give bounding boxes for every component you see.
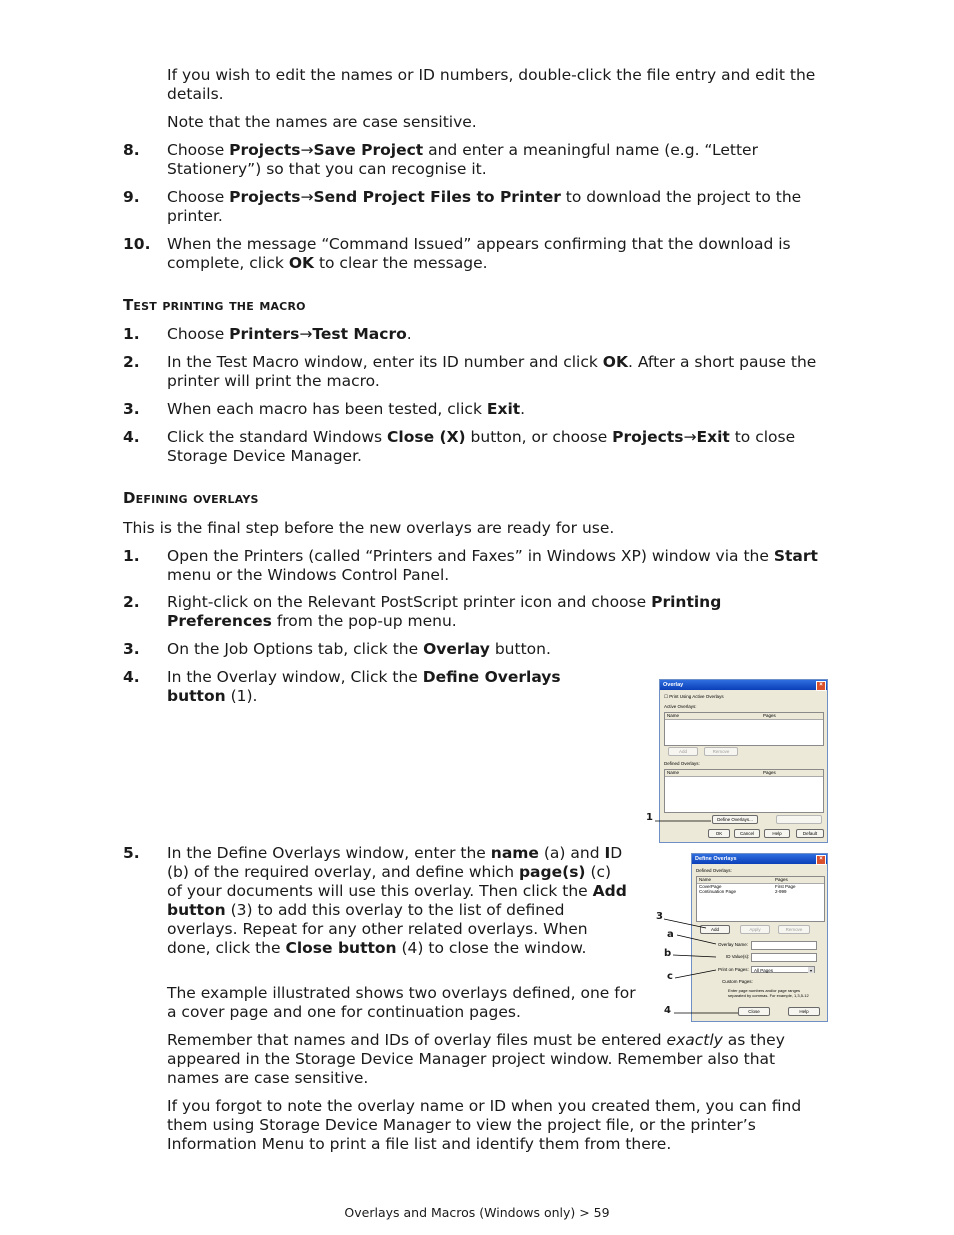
step-text: When the message “Command Issued” appears confirming that the download is complete, click OK to clear the message. bbox=[167, 235, 791, 272]
print-active-checkbox[interactable]: ☐ Print Using Active Overlays bbox=[664, 694, 724, 699]
print-on-pages-select[interactable]: All Pages ▾ bbox=[751, 966, 815, 973]
section-heading: Defining overlays bbox=[123, 489, 259, 507]
remove-button[interactable]: Remove bbox=[704, 747, 738, 756]
list-item: First Page bbox=[775, 884, 796, 889]
step-number: 1. bbox=[123, 547, 140, 565]
apply-button[interactable]: Apply bbox=[740, 925, 770, 934]
id-value-label: ID Value(s): bbox=[726, 954, 750, 959]
step-text: In the Define Overlays window, enter the name (a) and ID (b) of the required overlay, and define which page(s) (c) of your documents will use this overlay. Then click the Add button (3) to add this overlay to the list of defined overlays. Repeat for any other related overlays. When done, click the Close button (4) to close the window. bbox=[167, 844, 627, 957]
print-on-pages-label: Print on Pages: bbox=[718, 967, 749, 972]
step-number: 4. bbox=[123, 668, 140, 686]
help-button[interactable]: Help bbox=[764, 829, 790, 838]
list-item[interactable]: Continuation Page bbox=[699, 889, 737, 894]
step-text: Right-click on the Relevant PostScript printer icon and choose Printing Preferences from the pop-up menu. bbox=[167, 593, 722, 630]
remember-note: Remember that names and IDs of overlay files must be entered exactly as they appeared in the Storage Device Manager project window. Remember also that names are case sensitive. bbox=[167, 1031, 785, 1087]
dialog-titlebar: Define Overlays × bbox=[692, 854, 827, 864]
step-text: In the Test Macro window, enter its ID number and click OK. After a short pause the printer will print the macro. bbox=[167, 353, 817, 390]
define-overlays-button[interactable]: Define Overlays... bbox=[712, 815, 758, 824]
step-number: 1. bbox=[123, 325, 140, 343]
list-item: 2-999 bbox=[775, 889, 787, 894]
callout-3: 3 bbox=[656, 911, 663, 922]
step-text: Choose Printers→Test Macro. bbox=[167, 325, 412, 343]
col-name-header: Name bbox=[697, 877, 773, 884]
callout-a: a bbox=[667, 929, 674, 940]
callout-line-a bbox=[677, 935, 716, 944]
defined-overlays-label: Defined Overlays: bbox=[664, 761, 700, 766]
dialog-titlebar: Overlay × bbox=[660, 680, 827, 690]
default-button[interactable]: Default bbox=[796, 829, 824, 838]
close-button[interactable]: Close bbox=[738, 1007, 770, 1016]
callout-4: 4 bbox=[664, 1005, 671, 1016]
callout-1: 1 bbox=[646, 812, 653, 823]
case-note: Note that the names are case sensitive. bbox=[167, 113, 477, 131]
step-number: 3. bbox=[123, 400, 140, 418]
add-button[interactable]: Add bbox=[700, 925, 730, 934]
close-icon[interactable]: × bbox=[816, 681, 826, 691]
step-text: Open the Printers (called “Printers and Faxes” in Windows XP) window via the Start menu or the Windows Control Panel. bbox=[167, 547, 818, 584]
callout-c: c bbox=[667, 971, 673, 982]
example-note: The example illustrated shows two overlays defined, one for a cover page and one for continuation pages. bbox=[167, 984, 636, 1021]
add-button[interactable]: Add bbox=[668, 747, 698, 756]
page-footer: Overlays and Macros (Windows only) > 59 bbox=[344, 1205, 610, 1220]
step-number: 3. bbox=[123, 640, 140, 658]
help-button[interactable]: Help bbox=[788, 1007, 820, 1016]
defined-overlays-label: Defined Overlays: bbox=[696, 868, 732, 873]
list-item[interactable]: CoverPage bbox=[699, 884, 722, 889]
ok-button[interactable]: OK bbox=[708, 829, 730, 838]
col-pages-header: Pages bbox=[761, 770, 823, 777]
chevron-down-icon[interactable]: ▾ bbox=[809, 968, 812, 973]
step-text: When each macro has been tested, click Exit. bbox=[167, 400, 526, 418]
step-number: 2. bbox=[123, 593, 140, 611]
col-pages-header: Pages bbox=[773, 877, 824, 884]
overlay-name-label: Overlay Name: bbox=[718, 942, 749, 947]
section-heading: Test printing the macro bbox=[123, 296, 306, 314]
step-text: Click the standard Windows Close (X) button, or choose Projects→Exit to close Storage Device Manager. bbox=[167, 428, 796, 465]
col-name-header: Name bbox=[665, 770, 761, 777]
step-number: 4. bbox=[123, 428, 140, 446]
step-text: Choose Projects→Save Project and enter a meaningful name (e.g. “Letter Stationery”) so that you can recognise it. bbox=[167, 141, 758, 178]
col-name-header: Name bbox=[665, 713, 761, 720]
step-text: In the Overlay window, Click the Define Overlays button (1). bbox=[167, 668, 561, 705]
callout-line-b bbox=[673, 955, 716, 957]
step-text: Choose Projects→Send Project Files to Printer to download the project to the printer. bbox=[167, 188, 802, 225]
step-number: 8. bbox=[123, 141, 140, 159]
step-number: 2. bbox=[123, 353, 140, 371]
active-overlays-label: Active Overlays: bbox=[664, 704, 697, 709]
callout-line-3 bbox=[664, 919, 706, 928]
step-number: 5. bbox=[123, 844, 140, 862]
forgot-note: If you forgot to note the overlay name or ID when you created them, you can find them using Storage Device Manager to view the project file, or the printer’s Information Menu to print a file list and identify them from there. bbox=[167, 1097, 802, 1153]
intro-paragraph: If you wish to edit the names or ID numbers, double-click the file entry and edit the details. bbox=[167, 66, 816, 103]
section-intro: This is the final step before the new overlays are ready for use. bbox=[123, 519, 615, 537]
cancel-button[interactable]: Cancel bbox=[734, 829, 760, 838]
remove-button[interactable]: Remove bbox=[778, 925, 810, 934]
callout-line-c bbox=[675, 970, 716, 978]
custom-pages-label: Custom Pages: bbox=[722, 979, 753, 984]
step-number: 9. bbox=[123, 188, 140, 206]
step-number: 10. bbox=[123, 235, 151, 253]
close-icon[interactable]: × bbox=[816, 855, 826, 865]
col-pages-header: Pages bbox=[761, 713, 823, 720]
custom-pages-hint: Enter page numbers and/or page ranges separated by commas. For example, 1,3,5-12 bbox=[728, 988, 809, 998]
step-text: On the Job Options tab, click the Overlay button. bbox=[167, 640, 551, 658]
callout-b: b bbox=[664, 948, 672, 959]
